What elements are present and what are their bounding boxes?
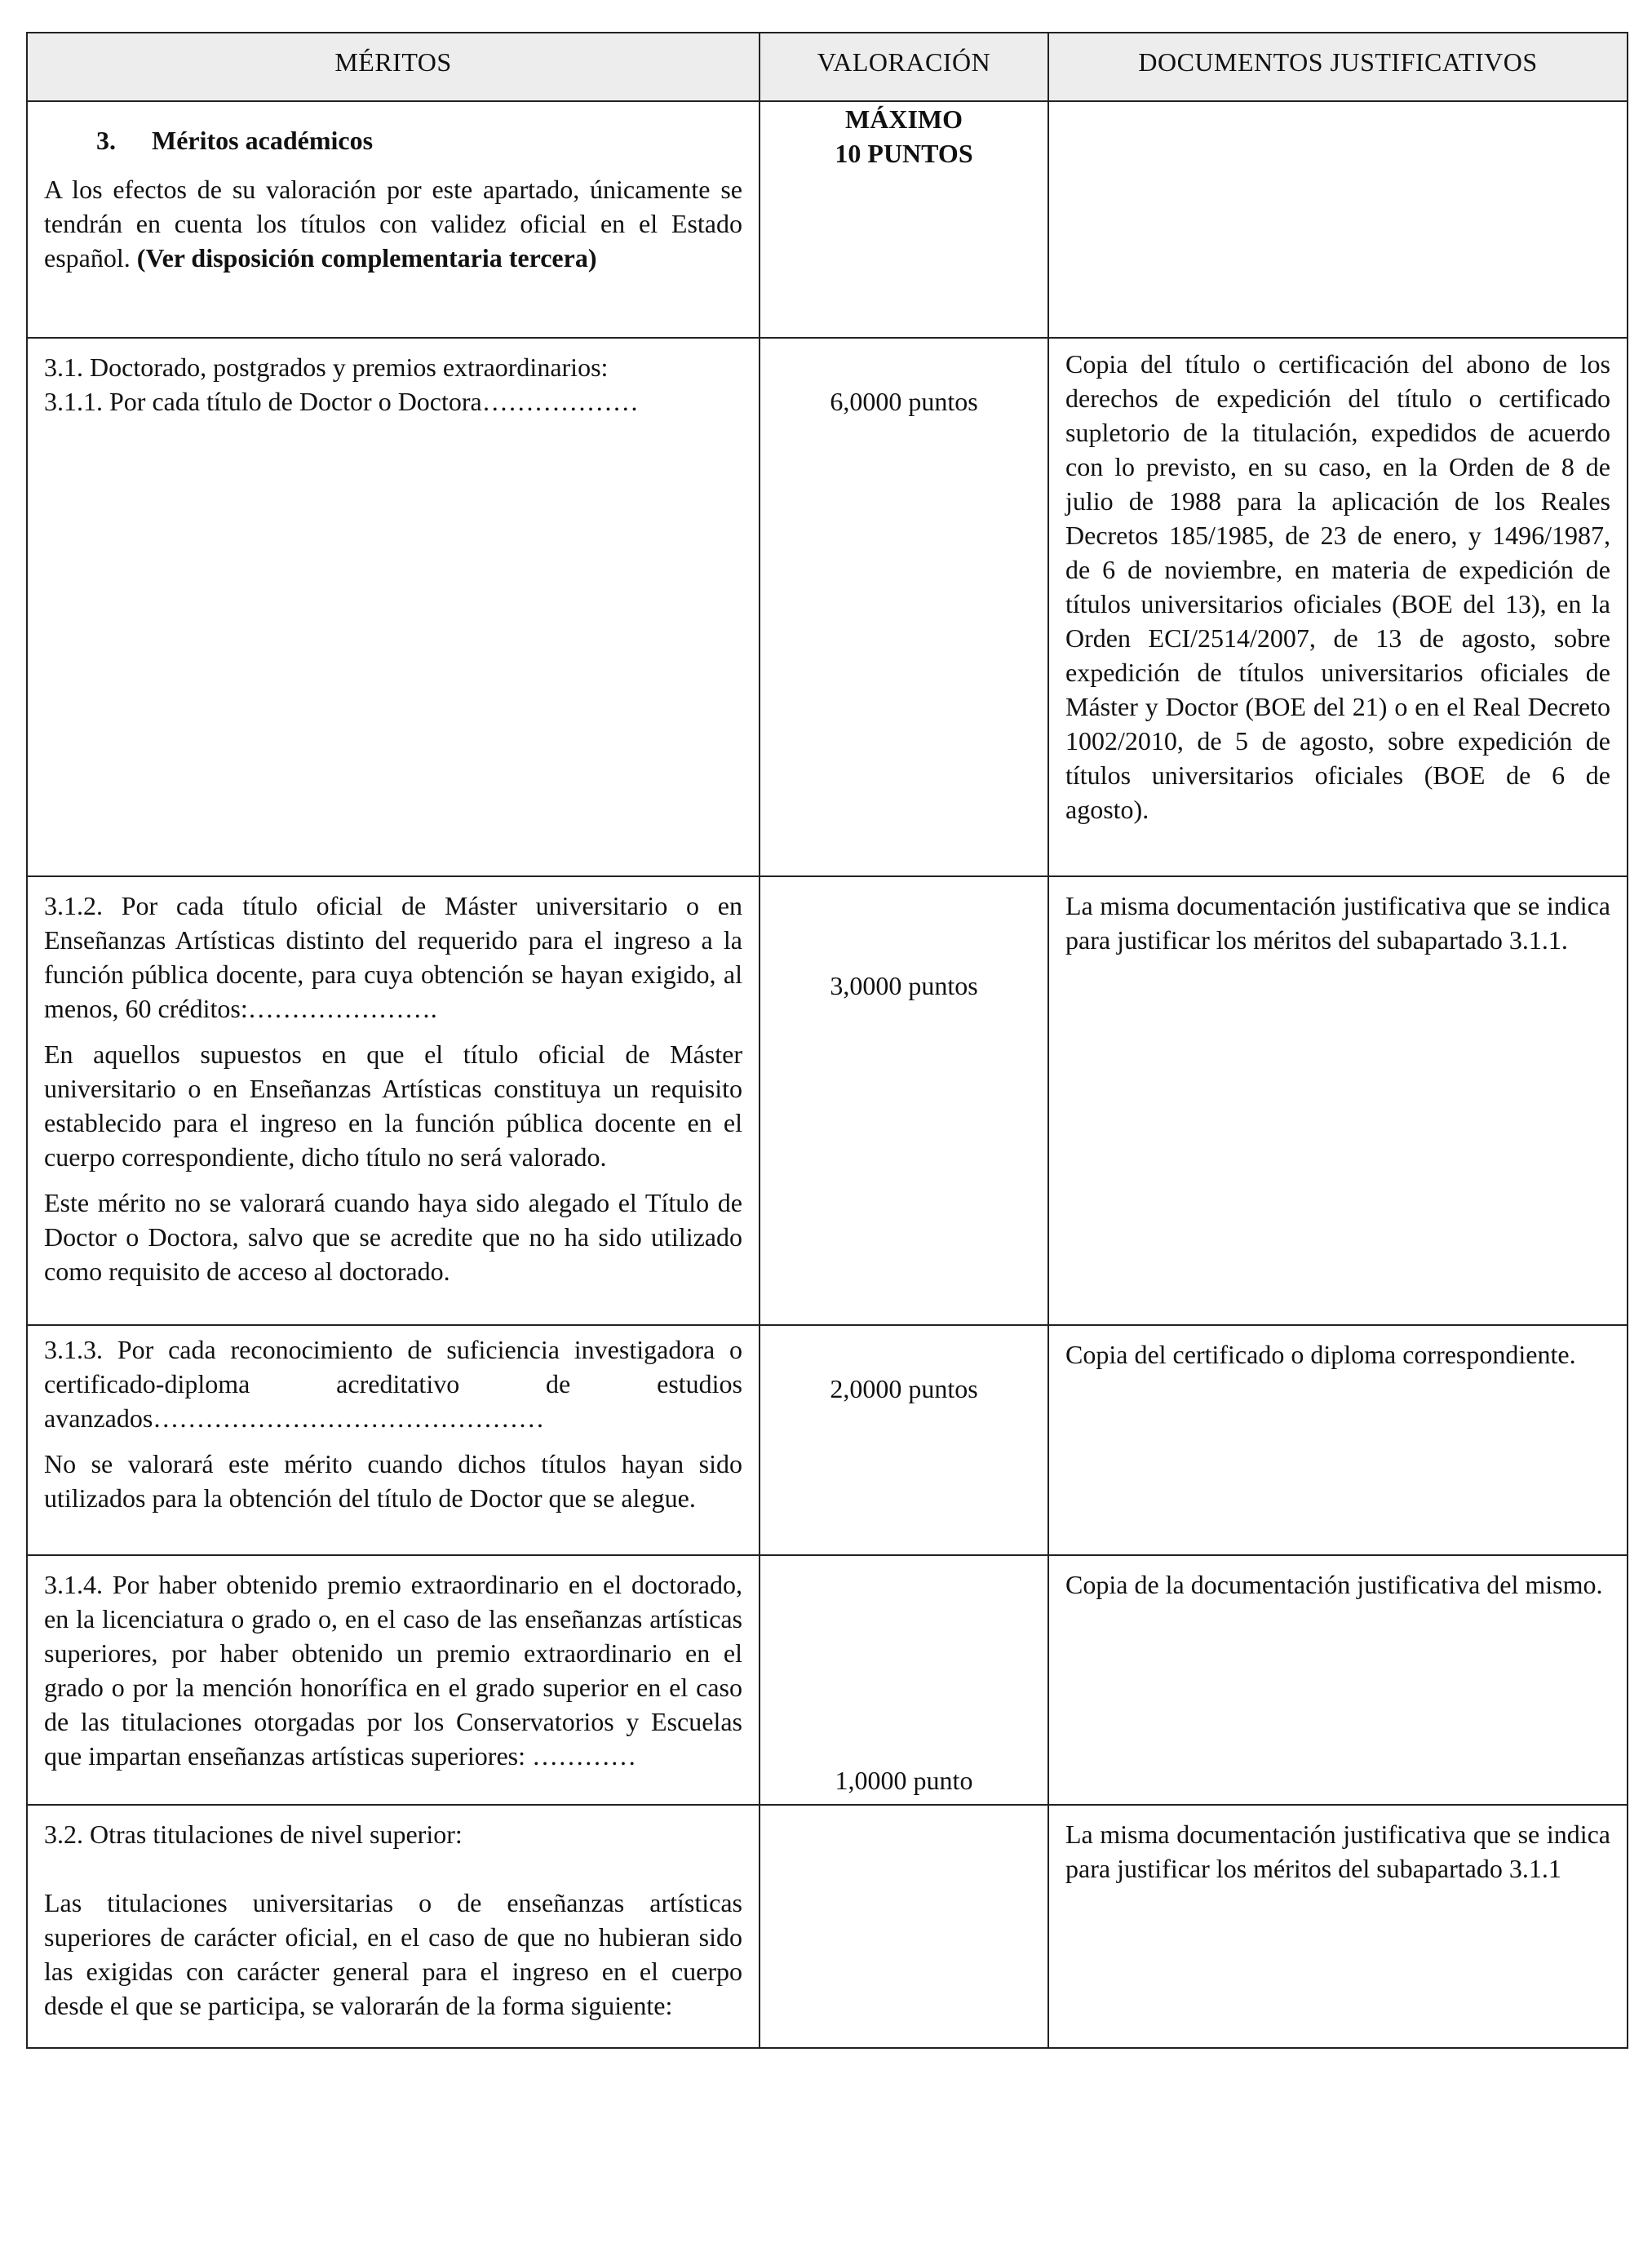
documents-cell [1048,1325,1628,1555]
merit-paragraph: Este mérito no se valorará cuando haya sido alegado el Título de Doctor o Doctora, salvo que se acredite que no ha sido utilizado como requisito de acceso al doctorado. [44,1188,742,1286]
table-header-row [27,33,1628,101]
valuation-cell [760,876,1048,1325]
documents-cell [1048,1805,1628,2048]
header-merits: MÉRITOS [27,33,760,101]
merit-line: 3.1.1. Por cada título de Doctor o Doctora……………… [44,387,639,416]
documents-cell [1048,1555,1628,1805]
valuation-cell [760,1805,1048,2048]
section-number: 3. [96,126,116,155]
value-text: 1,0000 punto [835,1766,973,1795]
max-label: MÁXIMO [845,104,963,134]
merit-paragraph: En aquellos supuestos en que el título oficial de Máster universitario o en Enseñanzas Artísticas constituya un requisito establecido para el ingreso en la función pública docente en el cuerpo correspondiente, dicho título no será valorado. [44,1039,742,1172]
merit-paragraph: No se valorará este mérito cuando dichos títulos hayan sido utilizados para la obtención del título de Doctor que se alegue. [44,1449,742,1513]
merit-paragraph: 3.1.4. Por haber obtenido premio extraordinario en el doctorado, en la licenciatura o grado o, en el caso de las enseñanzas artísticas superiores, por haber obtenido un premio extraordinario en el grado o por la mención honorífica en el grado superior en el caso de las titulaciones otorgadas por los Conservatorios y Escuelas que impartan enseñanzas artísticas superiores: ………… [44,1570,742,1771]
value-text: 2,0000 puntos [830,1374,978,1403]
documents-text: La misma documentación justificativa que se indica para justificar los méritos del subapartado 3.1.1 [1065,1820,1610,1883]
valuation-cell [760,1325,1048,1555]
table-row [27,876,1628,1325]
value-text: 3,0000 puntos [830,971,978,1000]
merit-cell [27,1555,760,1805]
valuation-cell [760,1555,1048,1805]
header-valuation: VALORACIÓN [760,33,1048,101]
merit-paragraph: 3.1.2. Por cada título oficial de Máster universitario o en Enseñanzas Artísticas distinto del requerido para el ingreso a la función pública docente, para cuya obtención se hayan exigido, al menos, 60 créditos:…………………. [44,891,742,1023]
merit-cell [27,1325,760,1555]
documents-cell [1048,101,1628,338]
merit-paragraph: Las titulaciones universitarias o de enseñanzas artísticas superiores de carácter oficial, en el caso de que no hubieran sido las exigidas con carácter general para el ingreso en el cuerpo desde el que se participa, se valorarán de la forma siguiente: [44,1888,742,2020]
section-title [96,123,742,157]
table-row [27,1805,1628,2048]
header-documents: DOCUMENTOS JUSTIFICATIVOS [1048,33,1628,101]
merit-cell [27,1805,760,2048]
valuation-cell [760,338,1048,876]
merit-line: 3.1. Doctorado, postgrados y premios extraordinarios: [44,352,609,382]
value-text: 6,0000 puntos [830,387,978,416]
section-intro-bold: (Ver disposición complementaria tercera) [136,243,597,273]
documents-text: Copia de la documentación justificativa del mismo. [1065,1570,1603,1599]
section-intro [44,172,742,275]
documents-text: La misma documentación justificativa que se indica para justificar los méritos del subapartado 3.1.1. [1065,891,1610,955]
table-row [27,101,1628,338]
documents-cell [1048,876,1628,1325]
merit-paragraph: 3.2. Otras titulaciones de nivel superior: [44,1820,463,1849]
merit-cell [27,101,760,338]
documents-cell [1048,338,1628,876]
merit-paragraph: 3.1.3. Por cada reconocimiento de suficiencia investigadora o certificado-diploma acreditativo de estudios avanzados……………………………………… [44,1335,742,1433]
valuation-cell [760,101,1048,338]
table-row [27,338,1628,876]
table-row [27,1555,1628,1805]
documents-text: Copia del título o certificación del abono de los derechos de expedición del título o certificado supletorio de la titulación, expedidos de acuerdo con lo previsto, en su caso, en la Orden de 8 de julio de 1988 para la aplicación de los Reales Decretos 185/1985, de 23 de enero, y 1496/1987, de 6 de noviembre, en materia de expedición de títulos universitarios oficiales (BOE del 13), en la Orden ECI/2514/2007, de 13 de agosto, sobre expedición de títulos universitarios oficiales de Máster y Doctor (BOE del 21) o en el Real Decreto 1002/2010, de 5 de agosto, sobre expedición de títulos universitarios oficiales (BOE de 6 de agosto). [1065,349,1610,824]
documents-text: Copia del certificado o diploma correspondiente. [1065,1340,1576,1369]
section-intro-text: A los efectos de su valoración por este apartado, únicamente se tendrán en cuenta los títulos con validez oficial en el Estado español. [44,175,742,273]
max-points: 10 PUNTOS [835,139,973,168]
merits-table [26,32,1628,2049]
table-row [27,1325,1628,1555]
merit-cell [27,338,760,876]
section-title-text: Méritos académicos [152,126,374,155]
merit-cell [27,876,760,1325]
